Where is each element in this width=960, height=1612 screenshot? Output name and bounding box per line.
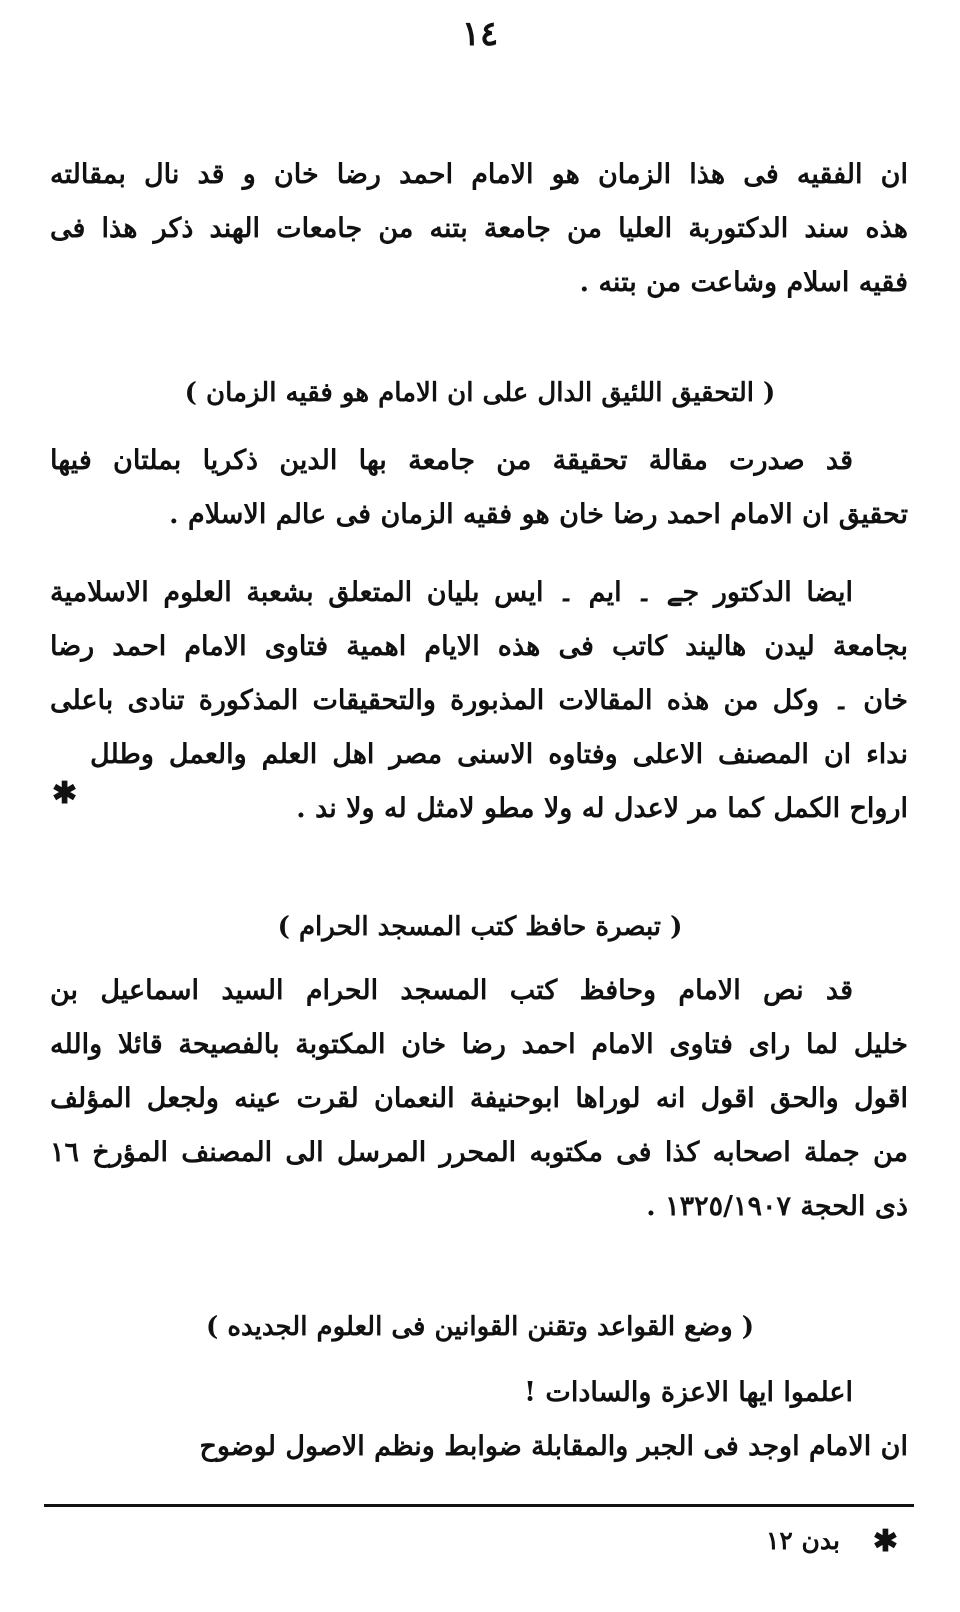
text-line: تحقيق ان الامام احمد رضا خان هو فقيه الزمان فى عالم الاسلام . xyxy=(169,499,908,530)
paragraph-haram xyxy=(50,964,908,1234)
paragraph-leiden xyxy=(50,566,908,836)
section-heading-qawaid: ( وضع القواعد وتقنن القوانين فى العلوم الجديده ) xyxy=(205,1312,755,1342)
text-line: قد نص الامام وحافظ كتب المسجد الحرام السيد اسماعيل بن xyxy=(50,975,853,1006)
text-line: خليل لما راى فتاوى الامام احمد رضا خان المكتوبة بالفصيحة قائلا والله xyxy=(50,1029,908,1060)
text-line: ان الامام اوجد فى الجبر والمقابلة ضوابط ونظم الاصول لوضوح xyxy=(199,1431,908,1462)
star-footnote-marker: ✱ xyxy=(52,776,78,811)
text-line: فقيه اسلام وشاعت من بتنه . xyxy=(579,267,908,298)
text-line: خان ۔ وكل من هذه المقالات المذبورة والتحقيقات المذكورة تنادى باعلى xyxy=(50,685,908,716)
footnote-star: ✱ xyxy=(872,1524,898,1559)
text-line: قد صدرت مقالة تحقيقة من جامعة بها الدين ذكريا بملتان فيها xyxy=(50,445,853,476)
section-heading-tahqiq: ( التحقيق اللئيق الدال على ان الامام هو فقيه الزمان ) xyxy=(184,378,776,408)
paragraph-intro xyxy=(50,148,908,310)
text-line: هذه سند الدكتوربة العليا من جامعة بتنه من جامعات الهند ذكر هذا فى xyxy=(50,213,908,244)
text-line: بجامعة ليدن هاليند كاتب فى هذه الايام اهمية فتاوى الامام احمد رضا xyxy=(50,631,908,662)
text-line: اقول والحق اقول انه لوراها ابوحنيفة النعمان لقرت عينه ولجعل المؤلف xyxy=(50,1083,908,1114)
text-line: ذى الحجة ١٣٢٥/١٩٠٧ . xyxy=(646,1191,908,1222)
paragraph-multan xyxy=(50,434,908,542)
page-number: ١٤ xyxy=(461,14,499,54)
section-heading-tabsira: ( تبصرة حافظ كتب المسجد الحرام ) xyxy=(277,912,683,942)
footnote-text: بدن ١٢ xyxy=(765,1526,840,1555)
text-line: ان الفقيه فى هذا الزمان هو الامام احمد رضا خان و قد نال بمقالته xyxy=(50,159,908,190)
footnote-divider xyxy=(44,1504,914,1507)
text-line: نداء ان المصنف الاعلى وفتاوه الاسنى مصر اهل العلم والعمل وطلل xyxy=(90,739,908,770)
text-line: من جملة اصحابه كذا فى مكتوبه المحرر المرسل الى المصنف المؤرخ ١٦ xyxy=(50,1137,908,1168)
text-line: ايضا الدكتور جے ۔ ایم ۔ ایس بلیان المتعلق بشعبة العلوم الاسلامية xyxy=(50,577,853,608)
text-line: اعلموا ايها الاعزة والسادات ! xyxy=(524,1377,853,1408)
paragraph-algebra xyxy=(50,1366,908,1474)
text-line: ارواح الكمل كما مر لاعدل له ولا مطو لامثل له ولا ند . xyxy=(296,793,908,824)
